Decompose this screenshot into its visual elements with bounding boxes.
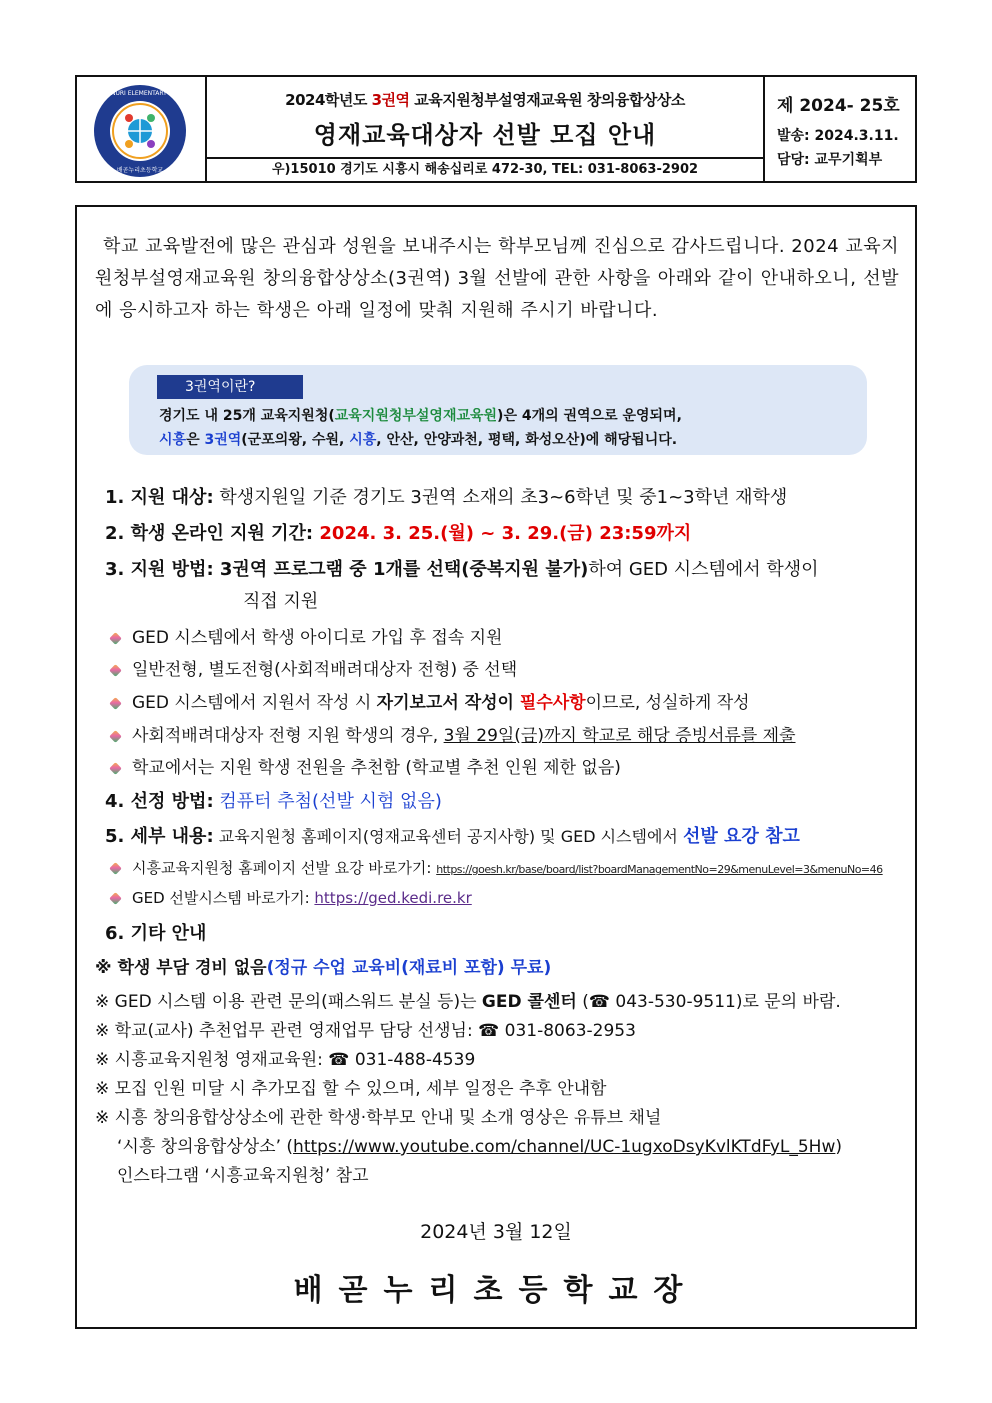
callout-org: 교육지원청부설영재교육원 [334,408,498,424]
callout-title: 3권역이란? [157,375,303,399]
callout-city: 시흥 [159,432,187,448]
list-item [111,857,883,878]
list-item-text: 사회적배려대상자 전형 지원 학생의 경우, [132,726,444,746]
list-item-text: 일반전형, 별도전형(사회적배려대상자 전형) 중 선택 [132,660,518,680]
header-subtitle [207,89,763,110]
note-text: (☎ 043-530-9511)로 문의 바람. [576,992,841,1012]
list-item-text: GED 시스템에서 지원서 작성 시 [132,693,377,713]
bullet-icon [109,664,122,677]
note-callcenter: GED 콜센터 [481,992,577,1012]
youtube-link[interactable]: https://www.youtube.com/channel/UC-1ugxoDsyKvlKTdFyL_5Hw [293,1137,836,1157]
callout-text: (군포의왕, 수원, [241,432,350,448]
section-6 [105,919,206,945]
note-item [95,953,551,978]
note-strong: ※ 학생 부담 경비 없음 [95,958,267,978]
doc-info-cell [765,77,915,181]
section-1-label: 1. 지원 대상: [105,487,214,508]
section-2-period: 2024. 3. 25.(월) ~ 3. 29.(금) 23:59까지 [313,523,692,544]
section-5-strong: 선발 요강 참고 [682,826,800,847]
note-item: ※ 모집 인원 미달 시 추가모집 할 수 있으며, 세부 일정은 추후 안내함 [95,1079,607,1099]
subtitle-region: 3권역 [371,91,410,109]
list-item [111,887,472,908]
section-3-continuation: 직접 지원 [243,591,319,612]
list-item [111,753,621,778]
note-item: 인스타그램 ‘시흥교육지원청’ 참고 [117,1166,369,1186]
callout-text: , 안산, 안양과천, 평택, 화성오산)에 해당됩니다. [376,432,678,448]
section-1 [105,483,787,509]
note-item: ※ 시흥 창의융합상상소에 관한 학생·학부모 안내 및 소개 영상은 유튜브 채널 [95,1108,662,1128]
list-item [111,623,502,648]
list-item-deadline: 3월 29일(금)까지 학교로 해당 증빙서류를 제출 [443,726,796,746]
list-item-text: GED 선발시스템 바로가기: [132,889,315,907]
note-item: ※ 시흥교육지원청 영재교육원: ☎ 031-488-4539 [95,1050,476,1070]
note-item [117,1132,842,1157]
section-6-label: 6. 기타 안내 [105,923,207,944]
document-header [75,75,917,183]
callout-region: 3권역 [204,432,242,448]
school-logo [85,84,195,178]
note-item [95,987,841,1012]
section-5-text: 교육지원청 홈페이지(영재교육센터 공지사항) 및 GED 시스템에서 [213,827,683,846]
note-free: (정규 수업 교육비(재료비 포함) 무료) [266,958,552,978]
issue-date: 2024년 3월 12일 [420,1221,572,1243]
section-4-label: 4. 선정 방법: [105,791,214,812]
intro-text: 학교 교육발전에 많은 관심과 성원을 보내주시는 학부모님께 진심으로 감사드립니다. 2024 교육지원청부설영재교육원 창의융합상상소(3권역) 3월 선발에 관한 사항을 아래와 같이 안내하오니, 선발에 응시하고자 하는 학생은 아래 일정에 맞춰 지원해 주시기 바랍니다. [95,236,899,321]
section-5 [105,822,800,848]
intro-paragraph [95,231,899,327]
logo-ring-bottom-text: 배곧누리초등학교 [116,167,164,174]
section-3-text: 하여 GED 시스템에서 학생이 [588,559,819,580]
bullet-icon [109,892,122,905]
note-text: ※ GED 시스템 이용 관련 문의(패스워드 분실 등)는 [95,992,482,1012]
section-5-label: 5. 세부 내용: [105,826,214,847]
logo-cell [77,77,207,181]
bullet-icon [109,697,122,710]
school-address: 우)15010 경기도 시흥시 해송십리로 472-30, TEL: 031-8063-2902 [207,157,763,181]
section-2-label: 2. 학생 온라인 지원 기간: [105,523,314,544]
list-item-text: 시흥교육지원청 홈페이지 선발 요강 바로가기: [132,859,437,877]
logo-ring-top-text: BAEGOTNURI ELEMENTARY SCHOOL [85,90,195,97]
page-title: 영재교육대상자 선발 모집 안내 [313,121,657,149]
bullet-icon [109,762,122,775]
callout-text: 경기도 내 25개 교육지원청( [159,408,335,424]
note-text: ) [835,1137,843,1157]
subtitle-year: 2024학년도 [285,91,372,109]
bullet-icon [109,862,122,875]
document-body [75,205,917,1329]
callout-city: 시흥 [349,432,377,448]
section-3 [105,555,819,581]
title-cell [207,77,765,181]
note-item: ※ 학교(교사) 추천업무 관련 영재업무 담당 선생님: ☎ 031-8063-2953 [95,1021,636,1041]
signature: 배곧누리초등학교장 [293,1273,699,1308]
bullet-icon [109,632,122,645]
section-4 [105,787,442,813]
section-1-text: 학생지원일 기준 경기도 3권역 소재의 초3~6학년 및 중1~3학년 재학생 [213,487,788,508]
section-3-label: 3. 지원 방법: 3권역 프로그램 중 1개를 선택(중복지원 불가) [105,559,589,580]
list-item-required: 필수사항 [519,693,586,713]
guideline-link[interactable]: https://goesh.kr/base/board/list?boardManagementNo=29&menuLevel=3&menuNo=46 [436,863,883,876]
ged-link[interactable]: https://ged.kedi.re.kr [314,889,472,907]
list-item-text: GED 시스템에서 학생 아이디로 가입 후 접속 지원 [132,628,503,648]
bullet-icon [109,730,122,743]
list-item-strong: 자기보고서 작성이 [376,693,520,713]
list-item-text: 학교에서는 지원 학생 전원을 추천함 (학교별 추천 인원 제한 없음) [132,758,621,778]
doc-number: 제 2024- 25호 [777,96,900,116]
list-item-text: 이므로, 성실하게 작성 [585,693,750,713]
callout-line-1 [159,405,682,425]
department: 담당: 교무기획부 [777,152,883,168]
section-4-text: 컴퓨터 추첨(선발 시험 없음) [213,791,442,812]
callout-line-2 [159,429,677,449]
note-text: ‘시흥 창의융합상상소’ ( [117,1137,294,1157]
list-item [111,688,750,713]
region-callout [129,365,867,455]
send-date: 발송: 2024.3.11. [777,128,899,144]
callout-text: 은 [186,432,205,448]
callout-text: )은 4개의 권역으로 운영되며, [497,408,682,424]
section-2 [105,519,691,545]
list-item [111,655,517,680]
subtitle-org: 교육지원청부설영재교육원 창의융합상상소 [409,91,685,109]
list-item [111,721,796,746]
